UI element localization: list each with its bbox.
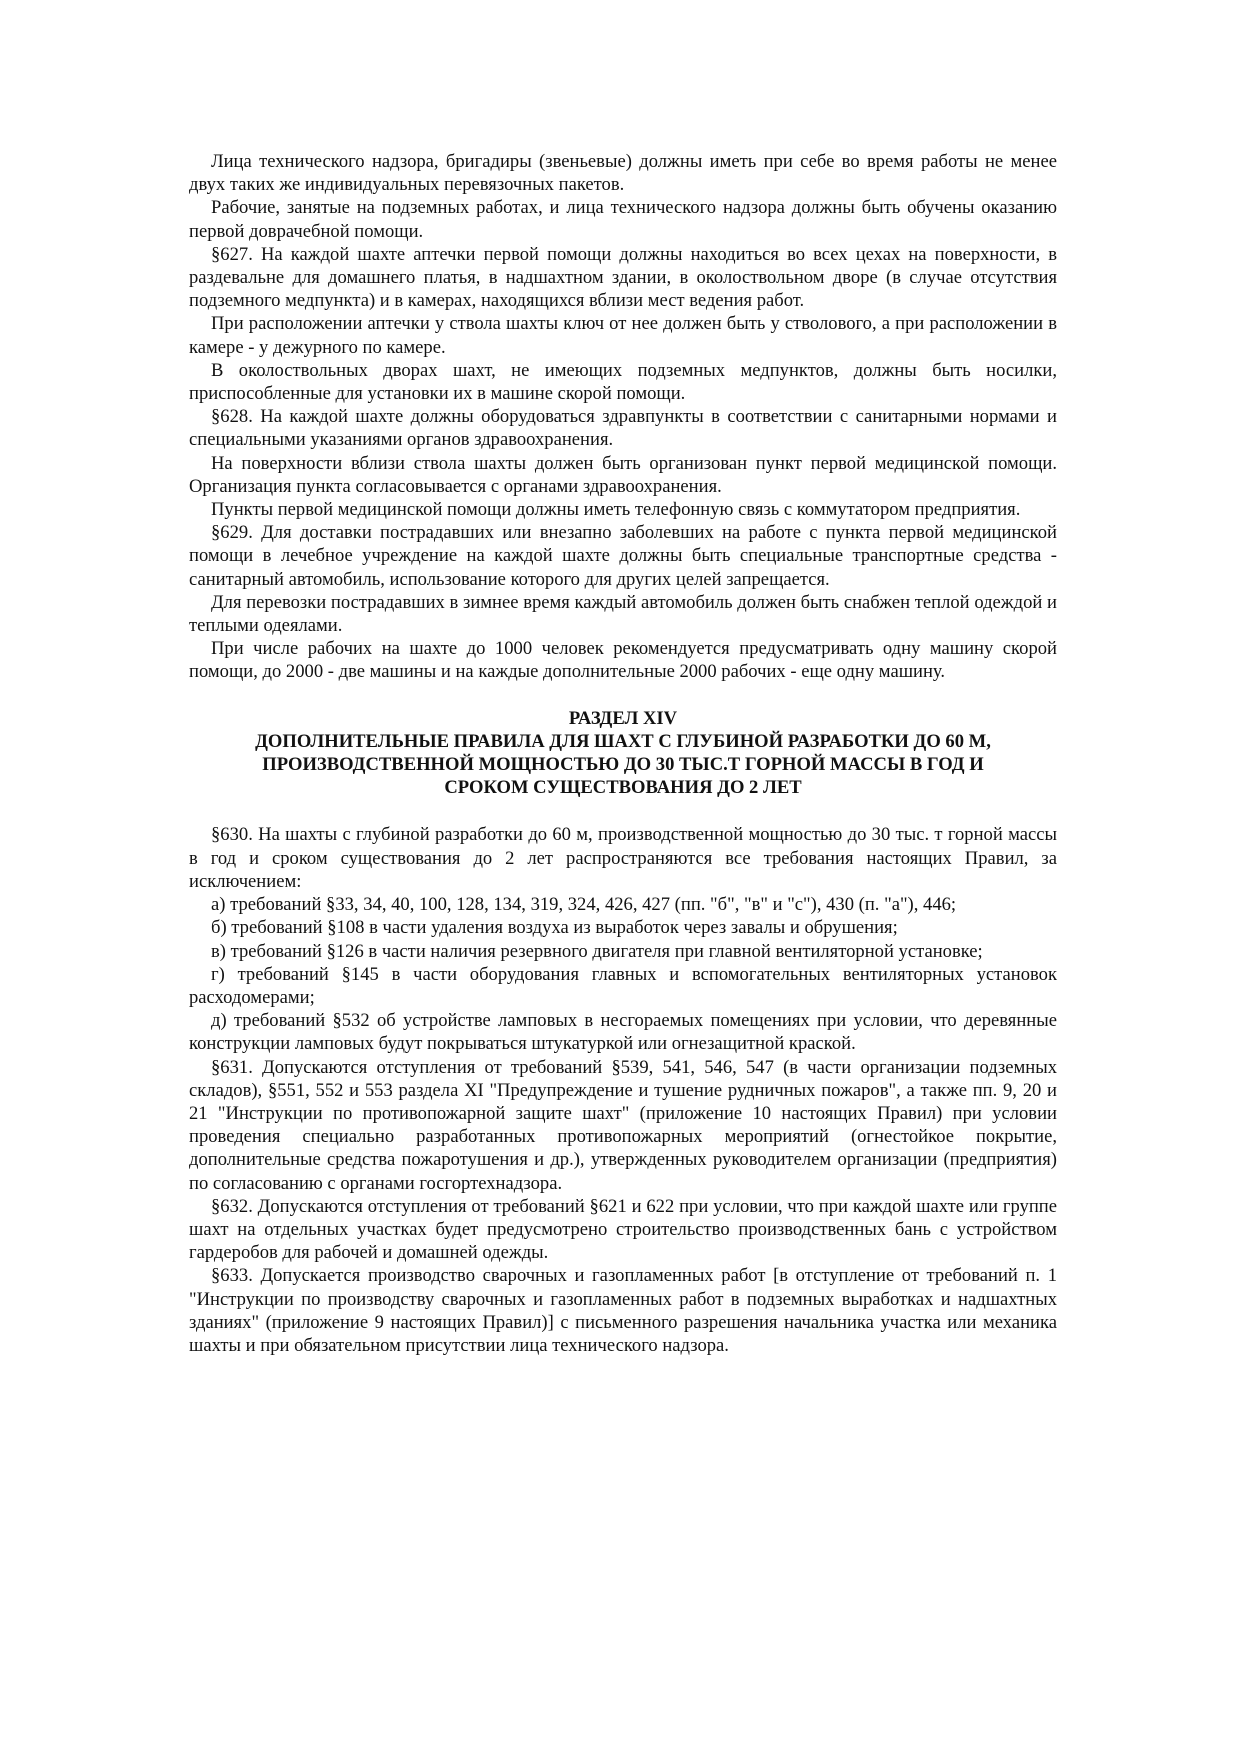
list-item-d: д) требований §532 об устройстве ламповых в несгораемых помещениях при условии, что деревянные конструкции ламповых будут покрываться штукатуркой или огнезащитной краской.: [189, 1010, 1057, 1055]
paragraph: При расположении аптечки у ствола шахты ключ от нее должен быть у стволового, а при расположении в камере - у дежурного по камере.: [189, 313, 1057, 358]
paragraph: В околоствольных дворах шахт, не имеющих подземных медпунктов, должны быть носилки, приспособленные для установки их в машине скорой помощи.: [189, 359, 1057, 405]
section-first-aid: [189, 150, 1057, 684]
list-item-a: а) требований §33, 34, 40, 100, 128, 134, 319, 324, 426, 427 (пп. "б", "в" и "с"), 430 (п. "а"), 446;: [211, 894, 957, 916]
paragraph-633: §633. Допускается производство сварочных и газопламенных работ [в отступление от требований п. 1 "Инструкции по производству сварочных и газопламенных работ в подземных выработках и надшахтных зданиях" (приложение 9 настоящих Правил)] с письменного разрешения начальника участка или механика шахты и при обязательном присутствии лица технического надзора.: [189, 1265, 1057, 1356]
document-page: [189, 150, 1057, 1357]
paragraph-629: §629. Для доставки пострадавших или внезапно заболевших на работе с пункта первой медицинской помощи в лечебное учреждение на каждой шахте должны быть специальные транспортные средства - санитарный автомобиль, использование которого для других целей запрещается.: [189, 522, 1057, 590]
paragraph: Пункты первой медицинской помощи должны иметь телефонную связь с коммутатором предприятия.: [211, 499, 1021, 521]
section-number: РАЗДЕЛ XIV: [568, 707, 678, 729]
paragraph-630: §630. На шахты с глубиной разработки до 60 м, производственной мощностью до 30 тыс. т горной массы в год и сроком существования до 2 лет распространяются все требования настоящих Правил, за исключением:: [189, 824, 1057, 892]
list-item-v: в) требований §126 в части наличия резервного двигателя при главной вентиляторной установке;: [211, 940, 983, 962]
list-item-g: г) требований §145 в части оборудования главных и вспомогательных вентиляторных установок расходомерами;: [189, 963, 1057, 1008]
section-heading: [189, 707, 1057, 800]
paragraph: При числе рабочих на шахте до 1000 человек рекомендуется предусматривать одну машину скорой помощи, до 2000 - две машины и на каждые дополнительные 2000 рабочих - еще одну машину.: [189, 638, 1057, 683]
section-title-line-2: ПРОИЗВОДСТВЕННОЙ МОЩНОСТЬЮ ДО 30 ТЫС.Т ГОРНОЙ МАССЫ В ГОД И: [262, 754, 984, 776]
paragraph: Для перевозки пострадавших в зимнее время каждый автомобиль должен быть снабжен теплой одеждой и теплыми одеялами.: [189, 591, 1057, 637]
section-additional-rules: [189, 823, 1057, 1357]
paragraph-632: §632. Допускаются отступления от требований §621 и 622 при условии, что при каждой шахте или группе шахт на отдельных участках будет предусмотрено строительство производственных бань с устройством гардеробов для рабочей и домашней одежды.: [189, 1195, 1057, 1264]
paragraph-628: §628. На каждой шахте должны оборудоваться здравпункты в соответствии с санитарными нормами и специальными указаниями органов здравоохранения.: [189, 406, 1057, 451]
section-title-line-1: ДОПОЛНИТЕЛЬНЫЕ ПРАВИЛА ДЛЯ ШАХТ С ГЛУБИНОЙ РАЗРАБОТКИ ДО 60 М,: [255, 730, 991, 752]
paragraph: Рабочие, занятые на подземных работах, и лица технического надзора должны быть обучены оказанию первой доврачебной помощи.: [189, 197, 1057, 242]
paragraph: На поверхности вблизи ствола шахты должен быть организован пункт первой медицинской помощи. Организация пункта согласовывается с органами здравоохранения.: [189, 452, 1057, 497]
paragraph-627: §627. На каждой шахте аптечки первой помощи должны находиться во всех цехах на поверхности, в раздевальне для домашнего платья, в надшахтном здании, в околоствольном дворе (в случае отсутствия подземного медпункта) и в камерах, находящихся вблизи мест ведения работ.: [189, 243, 1057, 312]
section-title-line-3: СРОКОМ СУЩЕСТВОВАНИЯ ДО 2 ЛЕТ: [444, 777, 802, 799]
paragraph-631: §631. Допускаются отступления от требований §539, 541, 546, 547 (в части организации подземных складов), §551, 552 и 553 раздела XI "Предупреждение и тушение рудничных пожаров", а также пп. 9, 20 и 21 "Инструкции по противопожарной защите шахт" (приложение 10 настоящих Правил) при условии проведения специально разработанных противопожарных мероприятий (огнестойкое покрытие, дополнительные средства пожаротушения и др.), утвержденных руководителем организации (предприятия) по согласованию с органами госгортехнадзора.: [189, 1056, 1057, 1194]
paragraph: Лица технического надзора, бригадиры (звеньевые) должны иметь при себе во время работы не менее двух таких же индивидуальных перевязочных пакетов.: [189, 151, 1057, 196]
list-item-b: б) требований §108 в части удаления воздуха из выработок через завалы и обрушения;: [211, 917, 898, 939]
